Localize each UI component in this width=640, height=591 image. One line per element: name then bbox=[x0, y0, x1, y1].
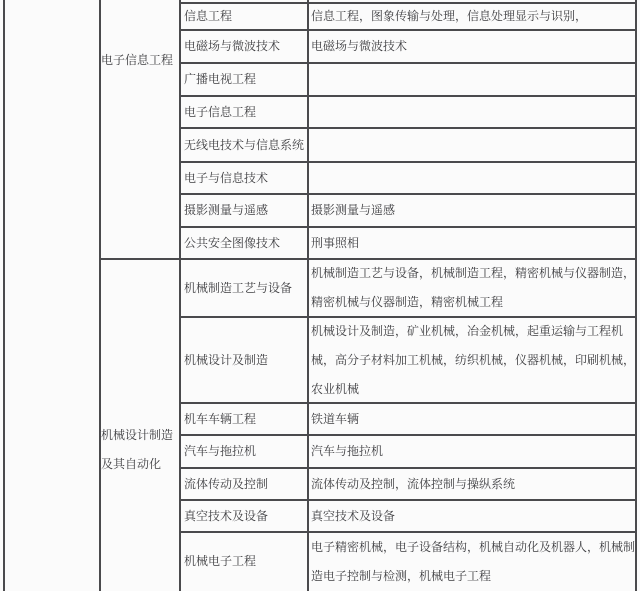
related-majors-cell bbox=[309, 63, 635, 96]
submajor-cell: 汽车与拖拉机 bbox=[184, 444, 257, 458]
related-majors-cell: 机械设计及制造，矿业机械，冶金机械，起重运输与工程机械，高分子材料加工机械，纺织机械，仪器机械，印刷机械，农业机械 bbox=[311, 323, 635, 396]
submajor-cell: 真空技术及设备 bbox=[184, 508, 269, 523]
related-majors-cell: 刑事照相 bbox=[311, 235, 360, 250]
grid-vline-col2-col3 bbox=[179, 0, 181, 591]
related-majors-cell: 汽车与拖拉机 bbox=[311, 444, 384, 458]
category-cell-mechanical-design: 机械设计制造及其自动化 bbox=[101, 428, 174, 471]
related-majors-cell bbox=[309, 96, 635, 128]
submajor-cell: 机械设计及制造 bbox=[184, 352, 269, 367]
left-spanner-cell bbox=[5, 0, 99, 591]
related-majors-cell: 机械制造工艺与设备，机械制造工程，精密机械与仪器制造，精密机械与仪器制造，精密机械工程 bbox=[311, 266, 635, 309]
related-majors-cell: 铁道车辆 bbox=[311, 411, 360, 426]
submajor-cell: 机械制造工艺与设备 bbox=[184, 280, 293, 295]
submajor-cell: 信息工程 bbox=[184, 9, 233, 23]
related-majors-cell: 信息工程，图象传输与处理，信息处理显示与识别， bbox=[311, 9, 588, 23]
submajor-cell: 电子信息工程 bbox=[184, 104, 257, 119]
category-cell-electronic-information: 电子信息工程 bbox=[101, 53, 174, 67]
related-majors-cell: 电子精密机械，电子设备结构，机械自动化及机器人，机械制造电子控制与检测，机械电子工程 bbox=[311, 539, 635, 583]
grid-hline-top bbox=[179, 2, 637, 4]
related-majors-cell bbox=[309, 128, 635, 162]
grid-hline bbox=[179, 95, 637, 97]
grid-hline bbox=[179, 402, 637, 404]
related-majors-cell: 电磁场与微波技术 bbox=[311, 39, 408, 53]
related-majors-cell: 流体传动及控制，流体控制与操纵系统 bbox=[311, 476, 516, 491]
grid-hline-group-separator bbox=[99, 258, 637, 260]
grid-vline-left-border bbox=[3, 0, 5, 591]
grid-hline bbox=[179, 127, 637, 129]
grid-hline bbox=[179, 29, 637, 31]
grid-hline bbox=[179, 161, 637, 163]
submajor-cell: 广播电视工程 bbox=[184, 72, 257, 86]
grid-hline bbox=[179, 226, 637, 228]
grid-hline bbox=[179, 193, 637, 195]
submajor-cell: 电磁场与微波技术 bbox=[184, 39, 281, 53]
submajor-cell: 无线电技术与信息系统 bbox=[184, 137, 305, 152]
submajor-cell: 机车车辆工程 bbox=[184, 411, 257, 426]
related-majors-cell: 摄影测量与遥感 bbox=[311, 203, 396, 217]
submajor-cell: 摄影测量与遥感 bbox=[184, 203, 269, 217]
grid-hline bbox=[179, 316, 637, 318]
related-majors-cell bbox=[309, 162, 635, 194]
grid-vline-col1-col2 bbox=[99, 0, 101, 591]
grid-vline-col3-col4 bbox=[307, 0, 309, 591]
grid-hline bbox=[179, 531, 637, 533]
submajor-cell: 电子与信息技术 bbox=[184, 170, 269, 185]
grid-hline bbox=[179, 62, 637, 64]
grid-hline bbox=[179, 499, 637, 501]
submajor-cell: 流体传动及控制 bbox=[184, 476, 269, 491]
submajor-cell: 机械电子工程 bbox=[184, 554, 257, 568]
grid-vline-right-border bbox=[635, 0, 637, 591]
related-majors-cell: 真空技术及设备 bbox=[311, 508, 396, 523]
grid-hline bbox=[179, 434, 637, 436]
submajor-cell: 公共安全图像技术 bbox=[184, 235, 281, 250]
grid-hline bbox=[179, 467, 637, 469]
